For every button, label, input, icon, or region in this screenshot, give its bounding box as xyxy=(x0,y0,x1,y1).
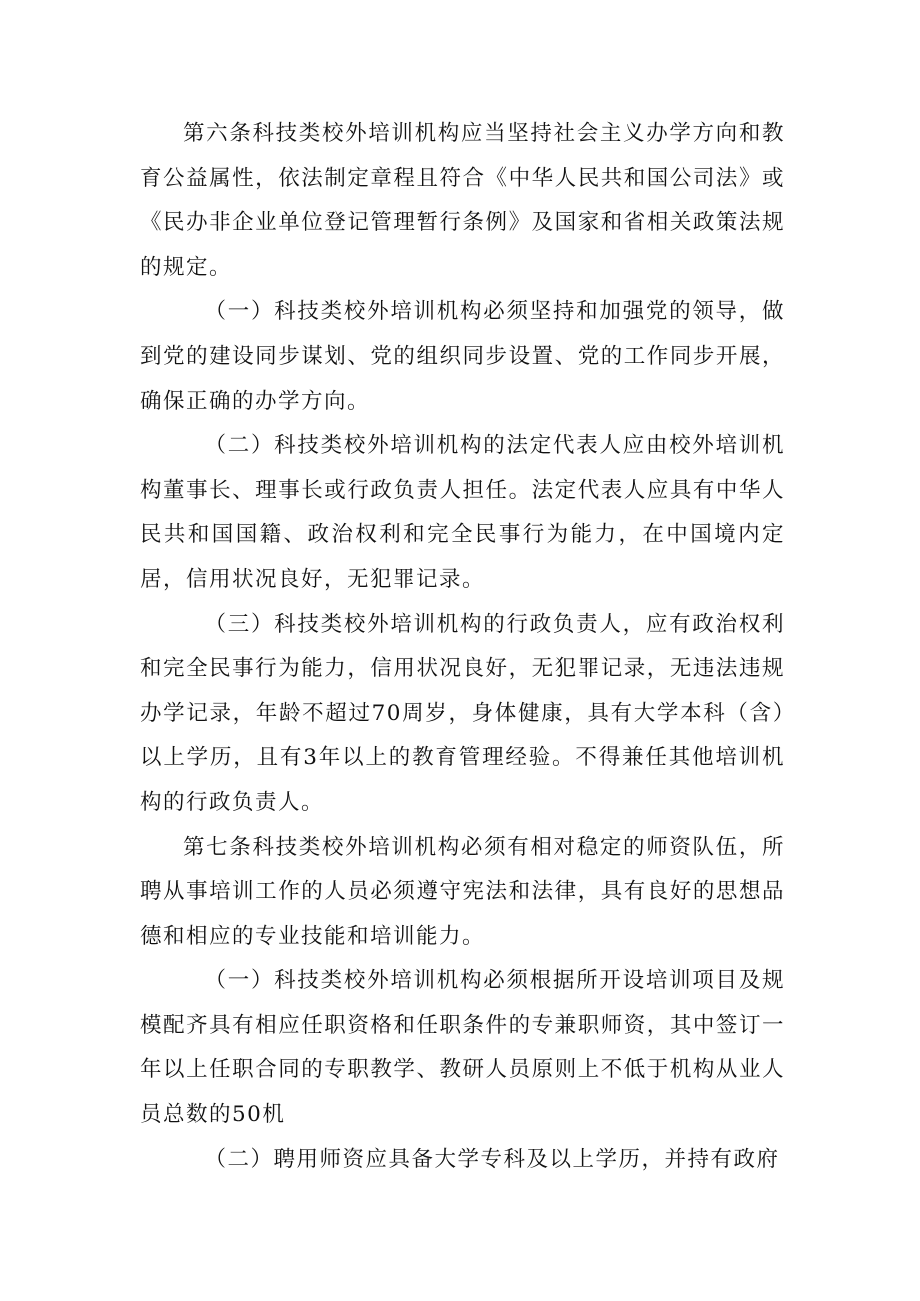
article-6-item-2: （二）科技类校外培训机构的法定代表人应由校外培训机构董事长、理事长或行政负责人担任。法定代表人应具有中华人民共和国国籍、政治权利和完全民事行为能力，在中国境内定居，信用状况良好，无犯罪记录。 xyxy=(140,433,785,592)
article-6-item-3: （三）科技类校外培训机构的行政负责人，应有政治权利和完全民事行为能力，信用状况良好，无犯罪记录，无违法违规办学记录，年龄不超过70周岁，身体健康，具有大学本科（含）以上学历，且有3年以上的教育管理经验。不得兼任其他培训机构的行政负责人。 xyxy=(140,611,785,815)
article-7-item-1: （一）科技类校外培训机构必须根据所开设培训项目及规模配齐具有相应任职资格和任职条件的专兼职师资，其中签订一年以上任职合同的专职教学、教研人员原则上不低于机构从业人员总数的50机 xyxy=(140,968,785,1128)
article-6-paragraph: 第六条科技类校外培训机构应当坚持社会主义办学方向和教育公益属性，依法制定章程且符合《中华人民共和国公司法》或《民办非企业单位登记管理暂行条例》及国家和省相关政策法规的规定。 xyxy=(140,121,785,280)
article-7-item-2: （二）聘用师资应具备大学专科及以上学历，并持有政府 xyxy=(204,1146,780,1172)
document-body xyxy=(140,112,785,1182)
article-7-paragraph: 第七条科技类校外培训机构必须有相对稳定的师资队伍，所聘从事培训工作的人员必须遵守宪法和法律，具有良好的思想品德和相应的专业技能和培训能力。 xyxy=(140,834,785,949)
article-6-item-1: （一）科技类校外培训机构必须坚持和加强党的领导，做到党的建设同步谋划、党的组织同步设置、党的工作同步开展，确保正确的办学方向。 xyxy=(140,299,785,414)
